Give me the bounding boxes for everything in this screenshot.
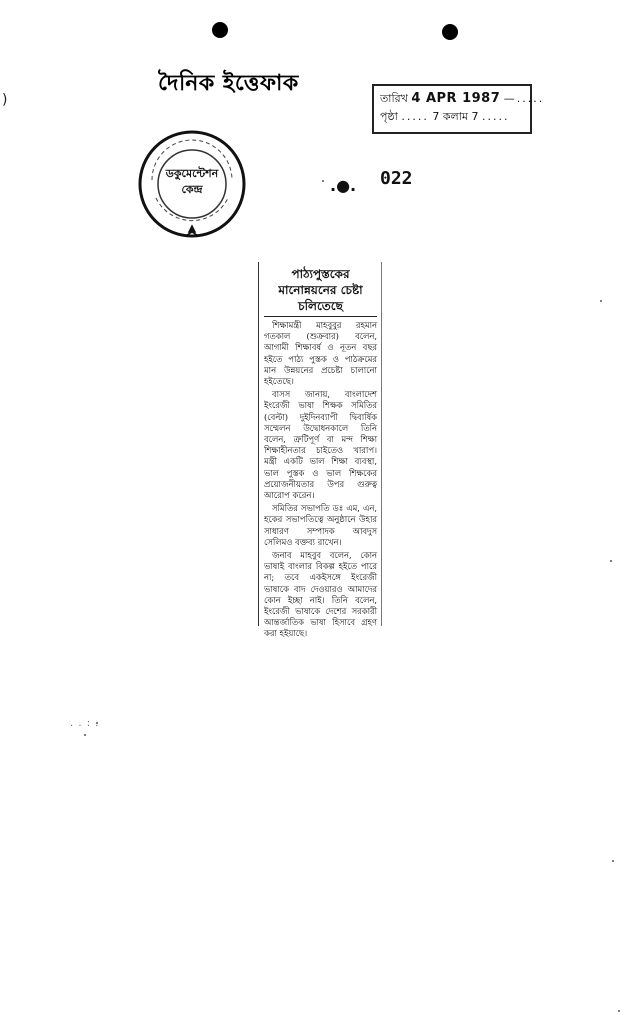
- scan-speck: [600, 300, 602, 302]
- article-headline: পাঠ্যপুস্তকের মানোন্নয়নের চেষ্টা চলিতেছে: [264, 266, 377, 317]
- date-dots: —.....: [503, 92, 545, 105]
- margin-scribble: . . : .: [70, 718, 100, 729]
- scan-speck: [84, 734, 86, 736]
- seal-text-line-2: কেন্দ্র: [181, 183, 203, 196]
- scan-speck: [322, 180, 324, 182]
- page-label: পৃষ্ঠা: [380, 110, 398, 123]
- page-dots: .....: [401, 110, 429, 123]
- article-paragraph-1: শিক্ষামন্ত্রী মাহবুবুর রহমান গতকাল (শুক্রবার) বলেন, আগামী শিক্ষাবর্ষ ও নূতন বছর হইতে পাঠ্য পুস্তক ও পাঠক্রমের মান উন্নয়নের প্রচেষ্টা চালানো হইতেছে।: [264, 320, 377, 387]
- scan-speck: [610, 560, 612, 562]
- date-label: তারিখ: [380, 92, 408, 105]
- reference-dots: .●.: [330, 176, 357, 195]
- date-stamp-box: [372, 84, 545, 134]
- documentation-center-seal: [136, 128, 248, 240]
- seal-text-line-1: ডকুমেন্টেশন: [165, 167, 219, 180]
- article-paragraph-2: বাসস জানায়, বাংলাদেশ ইংরেজী ভাষা শিক্ষক সমিতির (বেল্টা) দুইদিনব্যাপী দ্বিবার্ষিক সম্মেলন উদ্বোধনকালে তিনি বলেন, ত্রুটিপূর্ণ বা মন্দ শিক্ষা শিক্ষাহীনতার চাইতেও খারাপ। মন্ত্রী একটি ভাল শিক্ষা ব্যবস্থা, ভাল পুস্তক ও ভাল শিক্ষকের প্রয়োজনীয়তার উপর গুরুত্ব আরোপ করেন।: [264, 389, 377, 501]
- date-value: 4 APR 1987: [411, 91, 501, 106]
- article-paragraph-3: সমিতির সভাপতি ডঃ এম, এন, হকের সভাপতিত্বে অনুষ্ঠানে উহার সাধারণ সম্পাদক আবদুস সেলিমও বক্তব্য রাখেন।: [264, 503, 377, 547]
- column-value: 7: [471, 110, 479, 123]
- newspaper-clipping: [258, 262, 382, 639]
- page-column-row: [380, 108, 524, 126]
- date-row: [380, 90, 545, 108]
- page-value: 7: [432, 110, 440, 123]
- column-label: কলাম: [442, 110, 469, 123]
- punch-hole-right: [442, 24, 458, 40]
- article-paragraph-4: জনাব মাহবুব বলেন, কোন ভাষাই বাংলার বিকল্প হইতে পারে না; তবে একইসঙ্গে ইংরেজী ভাষাকে বাদ দেওয়ারও আমাদের কোন ইচ্ছা নাই। তিনি বলেন, ইংরেজী ভাষাকে দেশের সরকারী আন্তর্জাতিক ভাষা হিসাবে গ্রহণ করা হইয়াছে।: [264, 550, 377, 639]
- seal-text: [136, 166, 248, 198]
- left-edge-mark: ): [2, 92, 8, 108]
- scan-speck: [612, 860, 614, 862]
- article-body: [264, 320, 377, 640]
- reference-number: 022: [380, 168, 413, 189]
- punch-hole-left: [212, 22, 228, 38]
- newspaper-masthead: দৈনিক ইত্তেফাক: [158, 71, 299, 96]
- scan-speck: [618, 1010, 620, 1012]
- column-dots: .....: [482, 110, 510, 123]
